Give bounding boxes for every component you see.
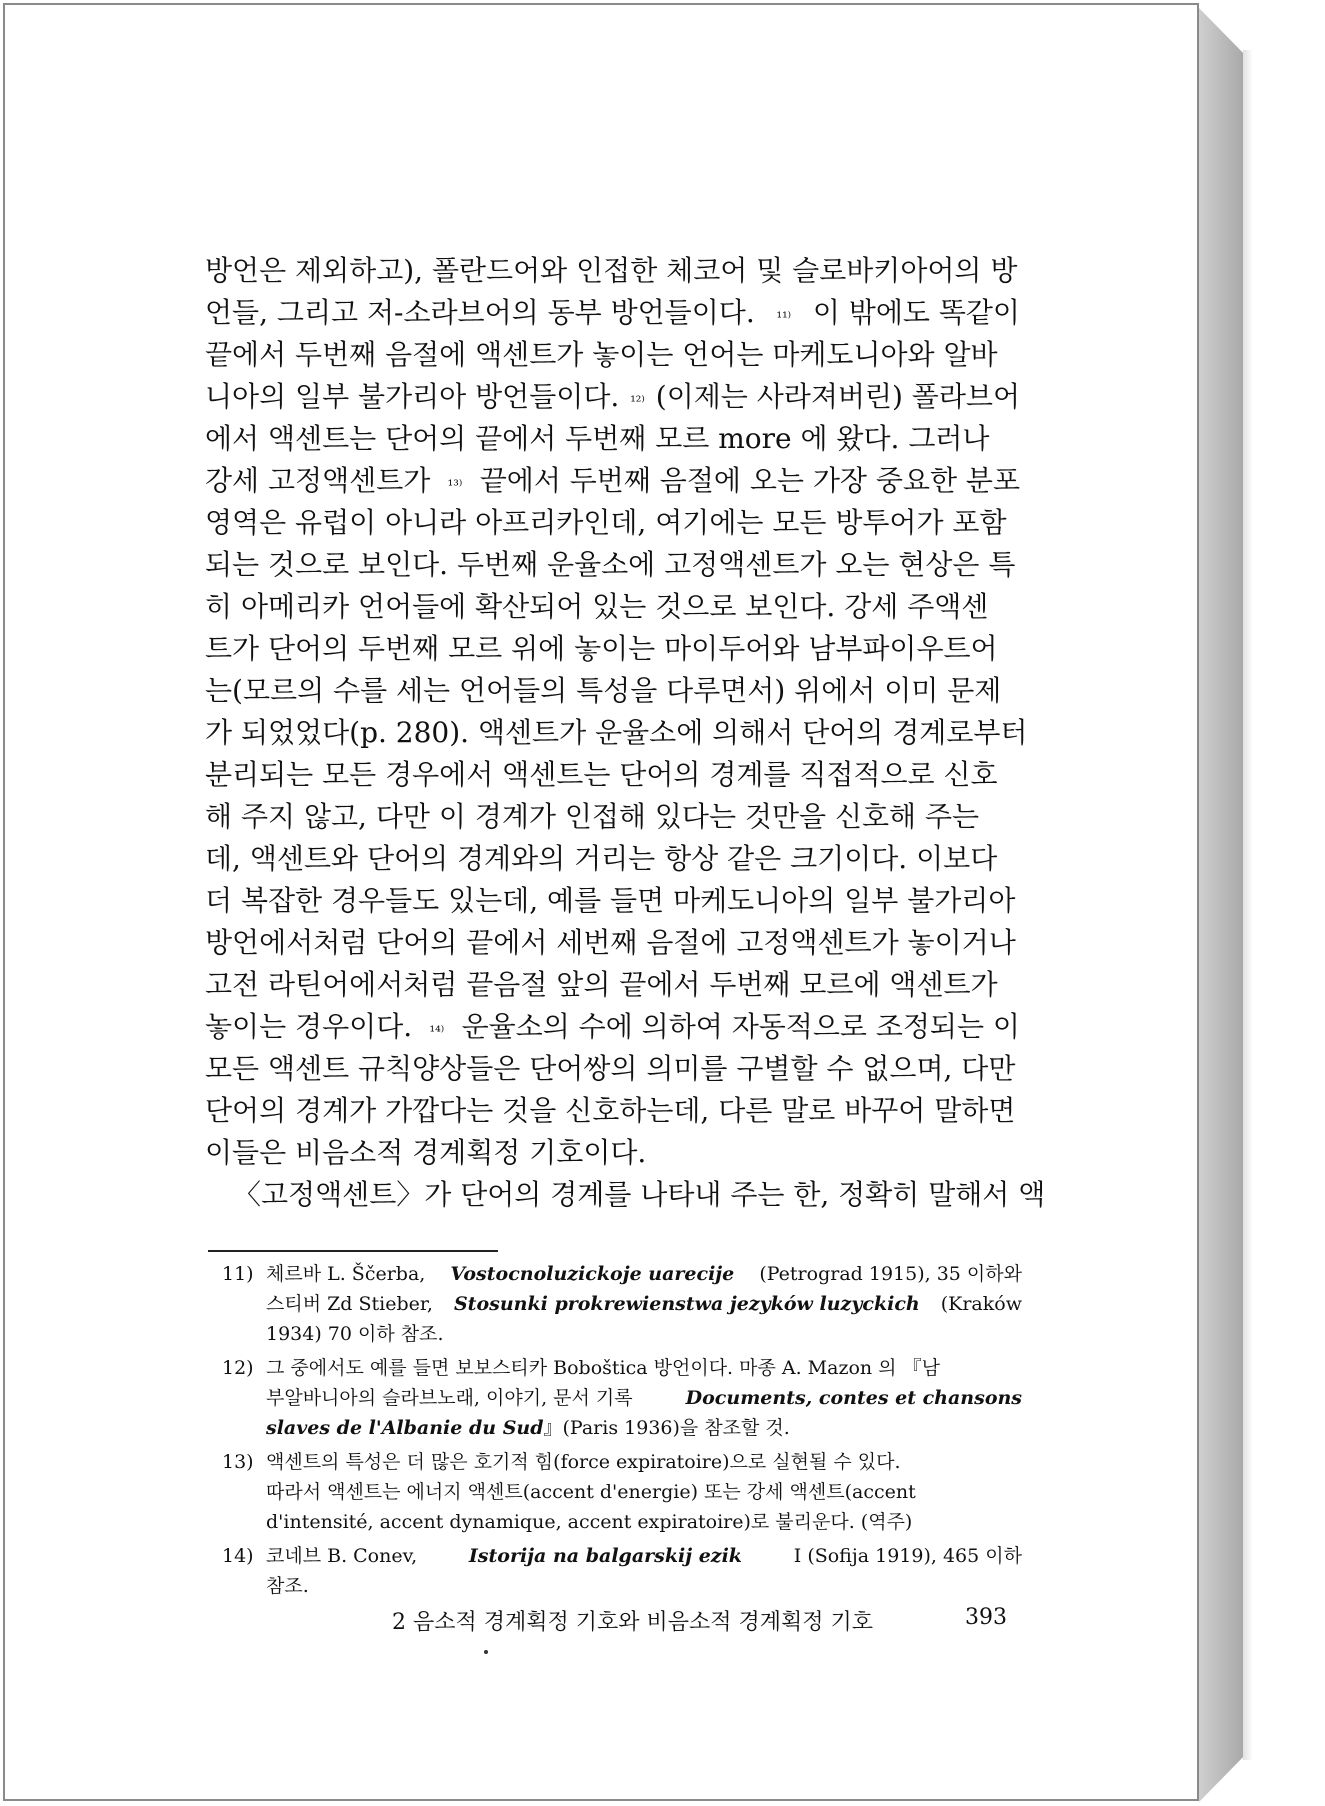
body-line	[205, 586, 1020, 628]
body-text	[205, 250, 1046, 1216]
text-run: 영역은 유럽이 아니라 아프리카인데, 여기에는 모든 방투어가 포함	[205, 506, 1007, 539]
footnote-text: Vostocnoluzickoje uarecije	[450, 1263, 735, 1285]
body-line	[205, 712, 1028, 754]
text-run: (이제는 사라져버린) 폴라브어	[655, 380, 1020, 413]
footnote-text: 따라서 액센트는 에너지 액센트(accent d'energie) 또는 강세 액센트(accent	[266, 1481, 916, 1503]
text-run: 해 주지 않고, 다만 이 경계가 인접해 있다는 것만을 신호해 주는	[205, 800, 980, 833]
footnote-text: 액센트의 특성은 더 많은 호기적 힘(force expiratoire)으로 실현될 수 있다.	[266, 1451, 901, 1473]
footnote-text: (Kraków	[934, 1293, 1022, 1315]
footnote-number: 11)	[222, 1263, 254, 1285]
text-run: 분리되는 모든 경우에서 액센트는 단어의 경계를 직접적으로 신호	[205, 758, 998, 791]
text-run: 데, 액센트와 단어의 경계와의 거리는 항상 같은 크기이다. 이보다	[205, 842, 998, 875]
text-run: 니아의 일부 불가리아 방언들이다.	[205, 380, 620, 413]
print-dot	[484, 1650, 488, 1654]
body-line	[205, 796, 1020, 838]
footnote	[222, 1541, 1022, 1601]
footnote-number: 12)	[222, 1357, 254, 1379]
text-run: 는(모르의 수를 세는 언어들의 특성을 다루면서) 위에서 이미 문제	[205, 674, 1002, 707]
page-footer	[392, 1605, 1007, 1636]
text-run: 언들, 그리고 저-소라브어의 동부 방언들이다.	[205, 296, 755, 329]
text-run: 방언은 제외하고), 폴란드어와 인접한 체코어 및 슬로바키아어의 방	[205, 254, 1018, 287]
text-run: 에서 액센트는 단어의 끝에서 두번째 모르 more 에 왔다. 그러나	[205, 422, 990, 455]
footnote-rule	[208, 1250, 498, 1252]
footnote-text: 부알바니아의 슬라브노래, 이야기, 문서 기록	[266, 1387, 639, 1409]
body-line	[205, 922, 1020, 964]
page-number: 393	[965, 1605, 1007, 1630]
body-line	[205, 838, 1020, 880]
body-line	[205, 1048, 1020, 1090]
footnote-text: slaves de l'Albanie du Sud	[266, 1417, 544, 1439]
footnote-text: 체르바 L. Ščerba,	[266, 1263, 432, 1285]
page-stack-edge	[1199, 8, 1243, 1802]
text-run: 되는 것으로 보인다. 두번째 운율소에 고정액센트가 오는 현상은 특	[205, 548, 1016, 581]
body-line: 놓이는 경우이다. ¹⁴⁾ 운율소의 수에 의하여 자동적으로 조정되는 이	[205, 1006, 1020, 1048]
body-line	[205, 880, 1020, 922]
text-run: 강세 고정액센트가	[205, 464, 431, 497]
text-run: 이들은 비음소적 경계획정 기호이다.	[205, 1136, 647, 1169]
footnote-text: 참조.	[266, 1575, 309, 1597]
footnote-text: 그 중에서도 예를 들면 보보스티카 Boboštica 방언이다. 마종 A. Mazon 의 『남	[266, 1357, 940, 1379]
body-line	[205, 1090, 1020, 1132]
text-run: 운율소의 수에 의하여 자동적으로 조정되는 이	[461, 1010, 1020, 1043]
text-run: 히 아메리카 언어들에 확산되어 있는 것으로 보인다. 강세 주액센	[205, 590, 989, 623]
text-run: 끝에서 두번째 음절에 액센트가 놓이는 언어는 마케도니아와 알바	[205, 338, 998, 371]
body-line	[205, 250, 1020, 292]
text-run: 이 밖에도 똑같이	[812, 296, 1020, 329]
text-run: 〈고정액센트〉가 단어의 경계를 나타내 주는 한, 정확히 말해서 액	[233, 1178, 1046, 1211]
footnote-text: (Petrograd 1915), 35 이하와	[753, 1263, 1022, 1285]
footnote-text: 』(Paris 1936)을 참조할 것.	[543, 1417, 790, 1439]
text-run: 가 되었었다(p. 280). 액센트가 운율소에 의해서 단어의 경계로부터	[205, 716, 1028, 749]
footnote-text: I (Sofija 1919), 465 이하	[787, 1545, 1022, 1567]
footnote	[222, 1259, 1022, 1349]
footnote-number: 13)	[222, 1451, 254, 1473]
page-shadow	[1243, 50, 1253, 1760]
text-run: 놓이는 경우이다.	[205, 1010, 413, 1043]
text-run: 방언에서처럼 단어의 끝에서 세번째 음절에 고정액센트가 놓이거나	[205, 926, 1016, 959]
text-run: 더 복잡한 경우들도 있는데, 예를 들면 마케도니아의 일부 불가리아	[205, 884, 1016, 917]
body-line	[205, 628, 1020, 670]
body-line	[205, 964, 1020, 1006]
footnote-text: Stosunki prokrewienstwa jezyków luzyckich	[453, 1293, 920, 1315]
body-line	[205, 1132, 1020, 1174]
text-run: 모든 액센트 규칙양상들은 단어쌍의 의미를 구별할 수 없으며, 다만	[205, 1052, 1016, 1085]
body-line	[205, 670, 1020, 712]
footnote-text: Istorija na balgarskij ezik	[468, 1545, 742, 1567]
body-line	[205, 334, 1020, 376]
footnotes	[222, 1259, 1022, 1605]
footnote-text: Documents, contes et chansons	[685, 1387, 1022, 1409]
body-line	[205, 502, 1020, 544]
text-run: 트가 단어의 두번째 모르 위에 놓이는 마이두어와 남부파이우트어	[205, 632, 998, 665]
text-run: 단어의 경계가 가깝다는 것을 신호하는데, 다른 말로 바꾸어 말하면	[205, 1094, 1016, 1127]
footnote-text: 스티버 Zd Stieber,	[266, 1293, 439, 1315]
body-line: 언들, 그리고 저-소라브어의 동부 방언들이다. ¹¹⁾ 이 밖에도 똑같이	[205, 292, 1020, 334]
footnote	[222, 1353, 1022, 1443]
running-footer-title: 2 음소적 경계획정 기호와 비음소적 경계획정 기호	[392, 1610, 873, 1635]
body-line	[205, 754, 1020, 796]
footnote-text: 코네브 B. Conev,	[266, 1545, 424, 1567]
text-run: 고전 라틴어에서처럼 끝음절 앞의 끝에서 두번째 모르에 액센트가	[205, 968, 998, 1001]
body-line	[205, 418, 1020, 460]
body-line	[205, 1174, 1046, 1216]
text-run: 끝에서 두번째 음절에 오는 가장 중요한 분포	[479, 464, 1020, 497]
body-line: 니아의 일부 불가리아 방언들이다. ¹²⁾ (이제는 사라져버린) 폴라브어	[205, 376, 1020, 418]
body-line: 강세 고정액센트가 ¹³⁾ 끝에서 두번째 음절에 오는 가장 중요한 분포	[205, 460, 1020, 502]
footnote-text: d'intensité, accent dynamique, accent expiratoire)로 불리운다. (역주)	[266, 1511, 913, 1533]
footnote	[222, 1447, 1022, 1537]
footnote-text: 1934) 70 이하 참조.	[266, 1323, 444, 1345]
footnote-number: 14)	[222, 1545, 254, 1567]
body-line	[205, 544, 1020, 586]
